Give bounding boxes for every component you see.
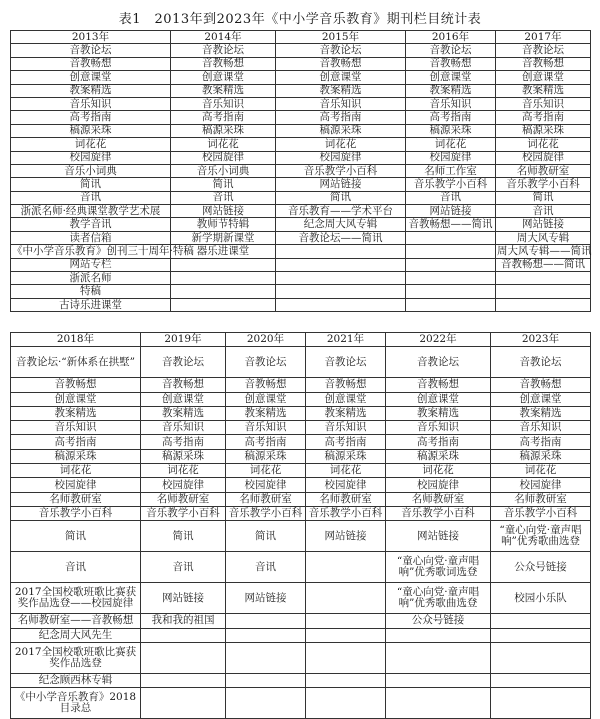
- table-cell: 高考指南: [386, 435, 491, 449]
- table-cell: 词花花: [386, 464, 491, 478]
- table-cell: 稿源采珠: [276, 124, 406, 137]
- table-cell: 音乐知识: [226, 421, 306, 435]
- table-row: [11, 231, 591, 244]
- table-cell: 简讯: [171, 178, 276, 191]
- table-cell: 校园旋律: [406, 151, 496, 164]
- table-cell: [306, 614, 386, 628]
- table-cell: 音讯: [141, 552, 226, 583]
- column-header: 2019年: [141, 333, 226, 347]
- table-cell: 网站链接: [141, 583, 226, 614]
- table-cell: 新学期新课堂: [171, 231, 276, 244]
- table-cell: 音乐教学小百科: [276, 164, 406, 177]
- table-row: [11, 614, 591, 628]
- table-cell: [491, 628, 591, 642]
- column-header: 2017年: [496, 31, 591, 44]
- table-cell: [491, 688, 591, 719]
- table-cell: [406, 231, 496, 244]
- table-2013-2017: [10, 30, 591, 312]
- table-cell: 高考指南: [276, 111, 406, 124]
- table-cell: [171, 258, 276, 271]
- table-cell: 音教畅想: [406, 57, 496, 70]
- table-cell: 名师教研室: [491, 492, 591, 506]
- table-cell: “童心向党·童声唱响”优秀歌词选登: [386, 552, 491, 583]
- table-cell: [276, 272, 406, 285]
- table-cell: [171, 272, 276, 285]
- table-row: [11, 164, 591, 177]
- table-row: [11, 44, 591, 57]
- column-header: 2018年: [11, 333, 141, 347]
- table-cell: 稿源采珠: [226, 449, 306, 463]
- table-cell: [406, 298, 496, 311]
- table-cell: 校园旋律: [276, 151, 406, 164]
- table-cell: 音乐教学小百科: [141, 506, 226, 520]
- table-cell: 简讯: [226, 521, 306, 552]
- table-cell: 名师教研室: [11, 492, 141, 506]
- table-cell: [386, 628, 491, 642]
- table-row: [11, 111, 591, 124]
- table-cell: 高考指南: [496, 111, 591, 124]
- table-row: [11, 245, 591, 258]
- table-cell: 音教畅想——简讯: [406, 218, 496, 231]
- table-cell: 名师教研室: [141, 492, 226, 506]
- table-cell: 音教畅想: [496, 57, 591, 70]
- table-row: [11, 552, 591, 583]
- table-cell: 教学音讯: [11, 218, 171, 231]
- table-cell: [226, 688, 306, 719]
- table-cell: [141, 628, 226, 642]
- table-cell: 稿源采珠: [496, 124, 591, 137]
- table-row: [11, 218, 591, 231]
- table-cell: 音讯: [496, 205, 591, 218]
- table-cell: 稿源采珠: [491, 449, 591, 463]
- table-cell: 公众号链接: [386, 614, 491, 628]
- table-row: [11, 583, 591, 614]
- table-cell: 古诗乐进课堂: [11, 298, 171, 311]
- table-row: [11, 57, 591, 70]
- table-row: [11, 688, 591, 719]
- table-cell: 音教论坛: [171, 44, 276, 57]
- table-cell: 音乐教学小百科: [386, 506, 491, 520]
- table-cell: 创意课堂: [11, 392, 141, 406]
- table-row: [11, 285, 591, 298]
- table-row: [11, 258, 591, 271]
- table-cell: [496, 285, 591, 298]
- table-row: [11, 478, 591, 492]
- table-cell: 音讯: [11, 191, 171, 204]
- table-cell: 音教畅想——简讯: [496, 258, 591, 271]
- table-row: [11, 124, 591, 137]
- table-cell: 音乐教学小百科: [406, 178, 496, 191]
- column-header: 2015年: [276, 31, 406, 44]
- table-cell: 音乐知识: [491, 421, 591, 435]
- table-cell: 校园旋律: [496, 151, 591, 164]
- table-cell: 《中小学音乐教育》2018目录总: [11, 688, 141, 719]
- table-cell: [276, 258, 406, 271]
- table-cell: 高考指南: [406, 111, 496, 124]
- table-cell: [226, 614, 306, 628]
- table-cell: [141, 642, 226, 673]
- table-cell: [306, 642, 386, 673]
- table-cell: 教案精选: [276, 84, 406, 97]
- table-cell: 校园旋律: [386, 478, 491, 492]
- table-cell: 高考指南: [11, 111, 171, 124]
- column-header: 2021年: [306, 333, 386, 347]
- column-header: 2020年: [226, 333, 306, 347]
- table-caption: 表1 2013年到2023年《中小学音乐教育》期刊栏目统计表: [118, 12, 482, 27]
- table-cell: 音教畅想: [11, 378, 141, 392]
- table-cell: 简讯: [11, 178, 171, 191]
- table-cell: 音教畅想: [141, 378, 226, 392]
- table-row: [11, 492, 591, 506]
- table-cell: [141, 688, 226, 719]
- table-row: [11, 84, 591, 97]
- table-cell: [306, 583, 386, 614]
- table-cell: 简讯: [11, 521, 141, 552]
- table-cell: [141, 673, 226, 687]
- table-cell: 简讯: [276, 191, 406, 204]
- table-cell: 词花花: [306, 464, 386, 478]
- table-cell: 名师教研室: [386, 492, 491, 506]
- table-cell: 音乐教学小百科: [306, 506, 386, 520]
- table-cell: [171, 285, 276, 298]
- table-cell: [306, 552, 386, 583]
- column-header: 2013年: [11, 31, 171, 44]
- table-cell: 音乐知识: [386, 421, 491, 435]
- table-cell: 高考指南: [171, 111, 276, 124]
- column-header: 2016年: [406, 31, 496, 44]
- table-cell: 稿源采珠: [11, 124, 171, 137]
- table-cell: [491, 642, 591, 673]
- table-cell: 周大风专辑: [496, 231, 591, 244]
- table-cell: 教案精选: [11, 406, 141, 420]
- table-cell: 2017全国校歌班歌比赛获奖作品选登——校园旋律: [11, 583, 141, 614]
- table-row: [11, 378, 591, 392]
- table-cell: 校园小乐队: [491, 583, 591, 614]
- table-row: [11, 151, 591, 164]
- table-cell: 音教论坛: [306, 347, 386, 378]
- table-row: [11, 71, 591, 84]
- table-cell: 简讯: [496, 191, 591, 204]
- table-cell: 高考指南: [11, 435, 141, 449]
- table-cell: [386, 673, 491, 687]
- header-row: [11, 333, 591, 347]
- column-header: 2022年: [386, 333, 491, 347]
- table-cell: [226, 628, 306, 642]
- table-cell: [276, 298, 406, 311]
- table-cell: 音教论坛: [226, 347, 306, 378]
- table-cell: 名师教研室: [226, 492, 306, 506]
- table-cell: [406, 258, 496, 271]
- table-row: [11, 521, 591, 552]
- table-cell: 校园旋律: [141, 478, 226, 492]
- table-cell: “童心向党·童声唱响”优秀歌曲选登: [491, 521, 591, 552]
- table-cell: 稿源采珠: [171, 124, 276, 137]
- table-cell: 教案精选: [11, 84, 171, 97]
- table-cell: 周大风专辑——简讯: [497, 244, 592, 257]
- table-cell: 高考指南: [226, 435, 306, 449]
- table-cell: 音教论坛: [141, 347, 226, 378]
- table-cell: 创意课堂: [386, 392, 491, 406]
- table-cell: 网站链接: [306, 521, 386, 552]
- table-row: [11, 421, 591, 435]
- table-cell: 词花花: [11, 138, 171, 151]
- table-cell: 教案精选: [306, 406, 386, 420]
- table-cell: [276, 245, 406, 258]
- table-cell: 纪念周大风先生: [11, 628, 141, 642]
- table-cell: [496, 298, 591, 311]
- table-row: [11, 205, 591, 218]
- table-cell: 高考指南: [306, 435, 386, 449]
- table-cell: 创意课堂: [306, 392, 386, 406]
- table-cell: 词花花: [276, 138, 406, 151]
- table-cell: 教案精选: [226, 406, 306, 420]
- table-cell: 网站链接: [226, 583, 306, 614]
- table-cell: [226, 673, 306, 687]
- table-row: [11, 138, 591, 151]
- table-2018-2023: [10, 332, 591, 719]
- table-row: [11, 347, 591, 378]
- table-cell: 稿源采珠: [406, 124, 496, 137]
- table-cell: 教案精选: [386, 406, 491, 420]
- table-cell: 校园旋律: [491, 478, 591, 492]
- table-row: [11, 673, 591, 687]
- table-cell: 音教畅想: [276, 57, 406, 70]
- table-cell: 创意课堂: [406, 71, 496, 84]
- table-cell: 校园旋律: [226, 478, 306, 492]
- table-cell: 音讯: [171, 191, 276, 204]
- table-cell: 音讯: [406, 191, 496, 204]
- table-cell: 纪念顾西林专辑: [11, 673, 141, 687]
- table-cell: 词花花: [226, 464, 306, 478]
- table-cell: [386, 688, 491, 719]
- table-cell: 浙派名师·经典课堂教学艺术展: [11, 205, 171, 218]
- table-cell: [306, 688, 386, 719]
- table-cell: 特稿: [11, 285, 171, 298]
- table-cell: 音乐知识: [306, 421, 386, 435]
- table-cell: 网站链接: [386, 521, 491, 552]
- table-cell: [406, 272, 496, 285]
- table-cell: [306, 628, 386, 642]
- table-cell: 网站链接: [496, 218, 591, 231]
- table-cell: 音教论坛·“新体系在拱墅”: [11, 347, 141, 378]
- table-cell: 音乐知识: [11, 421, 141, 435]
- table-cell: [171, 298, 276, 311]
- table-cell: 音教论坛: [386, 347, 491, 378]
- table-cell: 高考指南: [491, 435, 591, 449]
- table-cell: 2017全国校歌班歌比赛获奖作品选登: [11, 642, 141, 673]
- table-cell: 高考指南: [141, 435, 226, 449]
- table-cell: 名师教研室: [496, 164, 591, 177]
- table-cell: 音教论坛: [276, 44, 406, 57]
- table-cell: 音乐知识: [141, 421, 226, 435]
- table-cell: [306, 673, 386, 687]
- table-cell: 网站专栏: [11, 258, 171, 271]
- table-cell: 名师教研室——音教畅想: [11, 614, 141, 628]
- table-cell: 音教畅想: [491, 378, 591, 392]
- table-cell: 词花花: [491, 464, 591, 478]
- table-cell: 音教畅想: [306, 378, 386, 392]
- table-cell: 我和我的祖国: [141, 614, 226, 628]
- table-cell: 创意课堂: [171, 71, 276, 84]
- table-cell: 音乐知识: [11, 97, 171, 110]
- table-cell: 音乐小词典: [11, 164, 171, 177]
- table-row: [11, 272, 591, 285]
- table-cell: 音教论坛——简讯: [276, 231, 406, 244]
- table-row: [11, 178, 591, 191]
- table-cell: [226, 642, 306, 673]
- table-cell: 音教畅想: [11, 57, 171, 70]
- table-cell: 创意课堂: [141, 392, 226, 406]
- table-cell: 名师工作室: [406, 164, 496, 177]
- table-cell: 简讯: [141, 521, 226, 552]
- table-cell: 教案精选: [496, 84, 591, 97]
- table-cell: 创意课堂: [496, 71, 591, 84]
- table-cell: 网站链接: [171, 205, 276, 218]
- table-row: [11, 449, 591, 463]
- table-row: [11, 506, 591, 520]
- table-cell: [491, 614, 591, 628]
- table-cell: 名师教研室: [306, 492, 386, 506]
- table-cell: 稿源采珠: [11, 449, 141, 463]
- table-cell: 校园旋律: [171, 151, 276, 164]
- table-cell: 音教论坛: [491, 347, 591, 378]
- table-row: [11, 628, 591, 642]
- table-cell: [386, 642, 491, 673]
- table-cell: 音讯: [11, 552, 141, 583]
- table-row: [11, 642, 591, 673]
- table-cell: 器乐进课堂: [171, 245, 276, 258]
- table-cell: 公众号链接: [491, 552, 591, 583]
- table-row: [11, 435, 591, 449]
- table-cell: 校园旋律: [11, 478, 141, 492]
- table-cell: 词花花: [406, 138, 496, 151]
- table-cell: 创意课堂: [11, 71, 171, 84]
- table-cell: 浙派名师: [11, 272, 171, 285]
- table-cell: 教案精选: [141, 406, 226, 420]
- table-cell: 《中小学音乐教育》创刊三十周年·特稿: [12, 244, 194, 257]
- table-cell: 稿源采珠: [386, 449, 491, 463]
- table-cell: 教案精选: [171, 84, 276, 97]
- table-cell: [491, 673, 591, 687]
- table-cell: 音乐知识: [406, 97, 496, 110]
- table-cell: 音乐知识: [171, 97, 276, 110]
- table-cell: 音乐知识: [276, 97, 406, 110]
- table-cell: 稿源采珠: [141, 449, 226, 463]
- table-cell: 创意课堂: [491, 392, 591, 406]
- table-cell: 音乐教育——学术平台: [276, 205, 406, 218]
- column-header: 2023年: [491, 333, 591, 347]
- table-cell: 校园旋律: [11, 151, 171, 164]
- table-cell: 教师节特辑: [171, 218, 276, 231]
- table-cell: 音乐教学小百科: [491, 506, 591, 520]
- table-cell: 词花花: [171, 138, 276, 151]
- table-cell: 稿源采珠: [306, 449, 386, 463]
- table-cell: 音乐教学小百科: [226, 506, 306, 520]
- table-row: [11, 406, 591, 420]
- table-cell: 创意课堂: [226, 392, 306, 406]
- table-cell: 音教畅想: [171, 57, 276, 70]
- table-cell: 校园旋律: [306, 478, 386, 492]
- table-row: [11, 298, 591, 311]
- table-cell: 教案精选: [491, 406, 591, 420]
- table-cell: [406, 245, 496, 258]
- table-cell: [496, 272, 591, 285]
- table-cell: 网站链接: [276, 178, 406, 191]
- table-cell: [406, 285, 496, 298]
- header-row: [11, 31, 591, 44]
- table-cell: [276, 285, 406, 298]
- table-cell: 音乐教学小百科: [11, 506, 141, 520]
- table-cell: 纪念周大风专辑: [276, 218, 406, 231]
- table-row: [11, 392, 591, 406]
- table-row: [11, 97, 591, 110]
- table-row: [11, 464, 591, 478]
- table-cell: 词花花: [496, 138, 591, 151]
- table-cell: 音乐教学小百科: [496, 178, 591, 191]
- table-cell: 读者信箱: [11, 231, 171, 244]
- table-cell: 词花花: [11, 464, 141, 478]
- table-cell: 教案精选: [406, 84, 496, 97]
- table-row: [11, 191, 591, 204]
- table-cell: 音教论坛: [406, 44, 496, 57]
- column-header: 2014年: [171, 31, 276, 44]
- table-cell: 音教畅想: [386, 378, 491, 392]
- table-cell: 词花花: [141, 464, 226, 478]
- table-cell: 音乐知识: [496, 97, 591, 110]
- table-cell: 创意课堂: [276, 71, 406, 84]
- table-cell: 音教论坛: [11, 44, 171, 57]
- table-cell: 网站链接: [406, 205, 496, 218]
- table-cell: 音讯: [226, 552, 306, 583]
- table-cell: 音乐小词典: [171, 164, 276, 177]
- table-cell: 音教畅想: [226, 378, 306, 392]
- table-cell: “童心向党·童声唱响”优秀歌曲选登: [386, 583, 491, 614]
- table-cell: 音教论坛: [496, 44, 591, 57]
